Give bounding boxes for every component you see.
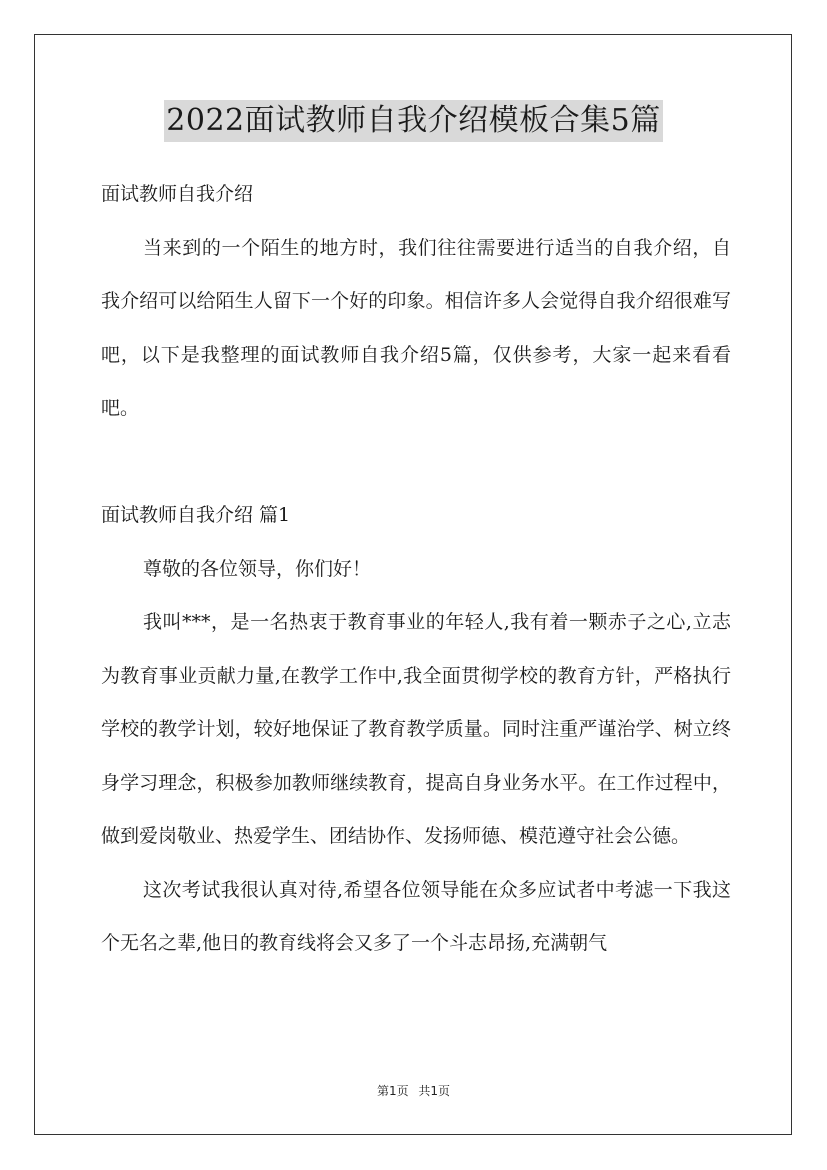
section-spacer [101, 436, 731, 490]
body-paragraph-1: 我叫***，是一名热衷于教育事业的年轻人,我有着一颗赤子之心,立志为教育事业贡献力量,在教学工作中,我全面贯彻学校的教育方针，严格执行学校的教学计划，较好地保证了教育教学质量。同时注重严谨治学、树立终身学习理念，积极参加教师继续教育，提高自身业务水平。在工作过程中，做到爱岗敬业、热爱学生、团结协作、发扬师德、模范遵守社会公德。 [101, 611, 731, 847]
intro-paragraph: 当来到的一个陌生的地方时，我们往往需要进行适当的自我介绍，自我介绍可以给陌生人留下一个好的印象。相信许多人会觉得自我介绍很难写吧，以下是我整理的面试教师自我介绍5篇，仅供参考，大家一起来看看吧。 [101, 236, 731, 419]
greeting-line: 尊敬的各位领导，你们好！ [143, 557, 372, 580]
body-paragraph-2: 这次考试我很认真对待,希望各位领导能在众多应试者中考滤一下我这个无名之辈,他日的教育线将会又多了一个斗志昂扬,充满朝气 [101, 878, 731, 954]
page-number: 第1页 [376, 1084, 409, 1098]
section1-heading: 面试教师自我介绍 篇1 [101, 504, 291, 526]
page-total: 共1页 [418, 1084, 451, 1098]
page-footer [0, 1082, 827, 1099]
title-container [0, 100, 827, 142]
document-body [101, 168, 731, 971]
intro-heading: 面试教师自我介绍 [101, 183, 254, 205]
document-title: 2022面试教师自我介绍模板合集5篇 [164, 100, 662, 142]
